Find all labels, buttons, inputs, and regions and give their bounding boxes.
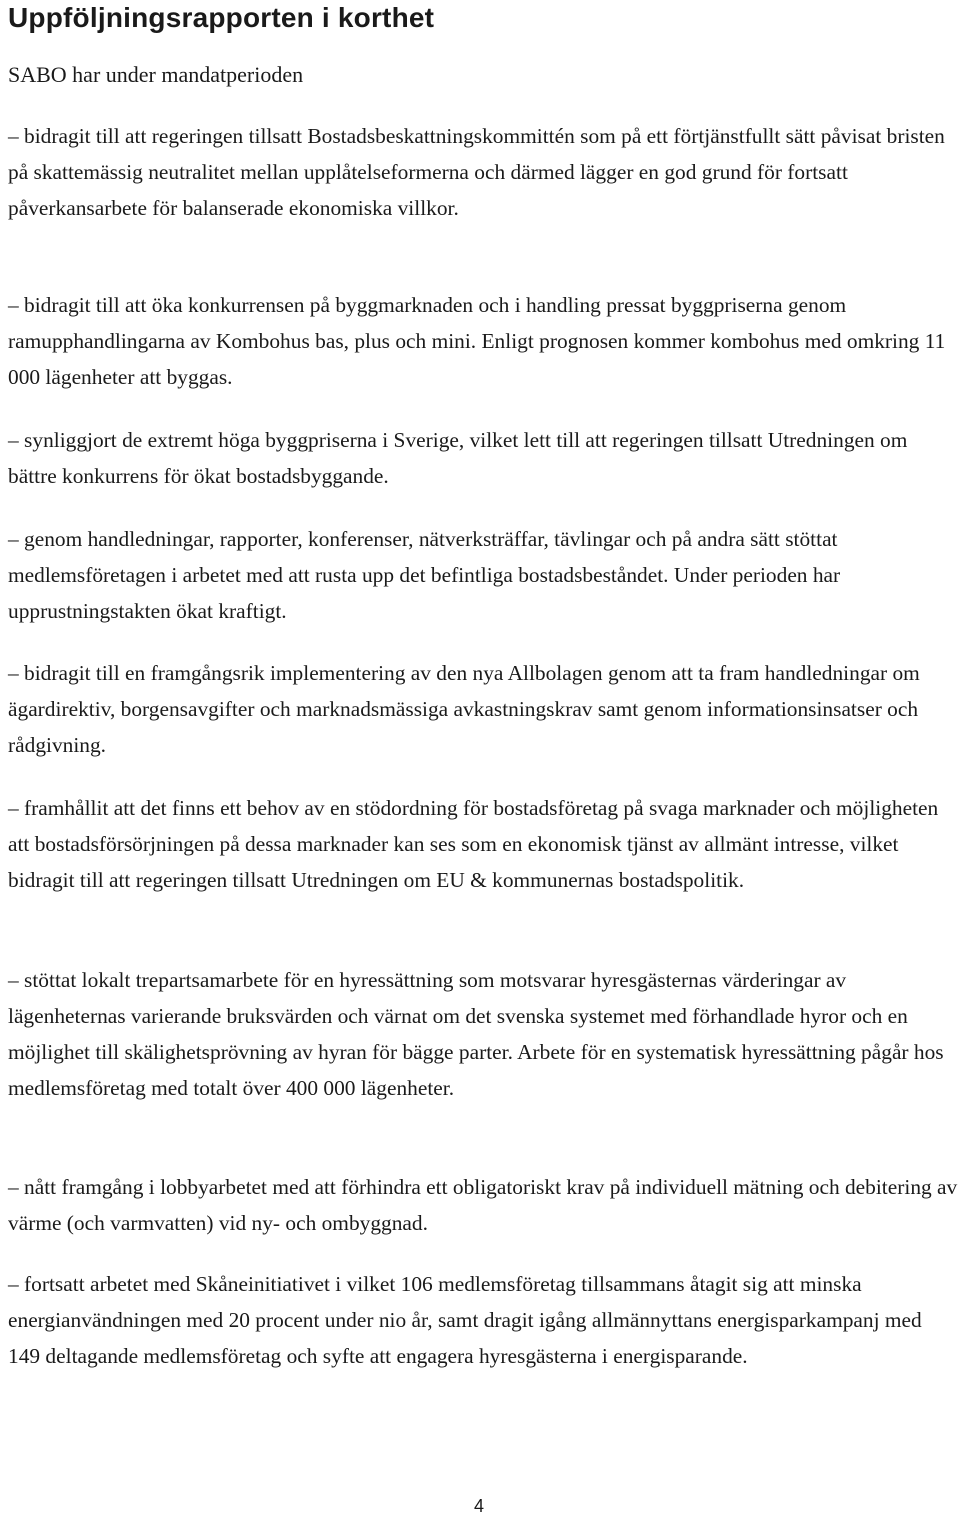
bullet-paragraph: – framhållit att det finns ett behov av en stödordning för bostadsföretag på svaga marknader och möjligheten att bostadsförsörjningen på dessa marknader kan ses som en ekonomisk tjänst av allmänt intresse, vilket bidragit till att regeringen tillsatt Utredningen om EU & kommunernas bostadspolitik. [8,796,939,892]
bullet-paragraph: – fortsatt arbetet med Skåneinitiativet i vilket 106 medlemsföretag tillsammans åtagit sig att minska energianvändningen med 20 procent under nio år, samt dragit igång allmännyttans energisparkampanj med 149 deltagande medlemsföretag och syfte att engagera hyresgästerna i energisparande. [8,1272,922,1368]
bullet-paragraph: – nått framgång i lobbyarbetet med att förhindra ett obligatoriskt krav på individuell mätning och debitering av värme (och varmvatten) vid ny- och ombyggnad. [8,1175,958,1235]
page-number: 4 [474,1496,485,1516]
page-title: Uppföljningsrapporten i korthet [8,2,435,33]
bullet-paragraph: – bidragit till att regeringen tillsatt Bostadsbeskattningskommittén som på ett förtjänstfullt sätt påvisat bristen på skattemässig neutralitet mellan upplåtelseformerna och därmed lägger en god grund för fortsatt påverkansarbete för balanserade ekonomiska villkor. [8,124,945,220]
bullet-paragraph: – bidragit till en framgångsrik implementering av den nya Allbolagen genom att ta fram handledningar om ägardirektiv, borgensavgifter och marknadsmässiga avkastningskrav samt genom informationsinsatser och rådgivning. [8,661,920,757]
bullet-paragraph: – genom handledningar, rapporter, konferenser, nätverksträffar, tävlingar och på andra sätt stöttat medlemsföretagen i arbetet med att rusta upp det befintliga bostadsbeståndet. Under perioden har upprustningstakten ökat kraftigt. [8,527,841,623]
bullet-paragraph: – bidragit till att öka konkurrensen på byggmarknaden och i handling pressat byggpriserna genom ramupphandlingarna av Kombohus bas, plus och mini. Enligt prognosen kommer kombohus med omkring 11 000 lägenheter att byggas. [8,293,946,389]
bullet-paragraph: – synliggjort de extremt höga byggpriserna i Sverige, vilket lett till att regeringen tillsatt Utredningen om bättre konkurrens för ökat bostadsbyggande. [8,428,908,488]
intro-text: SABO har under mandatperioden [8,62,304,87]
bullet-paragraph: – stöttat lokalt trepartsamarbete för en hyressättning som motsvarar hyresgästernas värderingar av lägenheternas varierande bruksvärden och värnat om det svenska systemet med förhandlade hyror och en möjlighet till skälighetsprövning av hyran för bägge parter. Arbete för en systematisk hyressättning pågår hos medlemsföretag med totalt över 400 000 lägenheter. [8,968,944,1100]
